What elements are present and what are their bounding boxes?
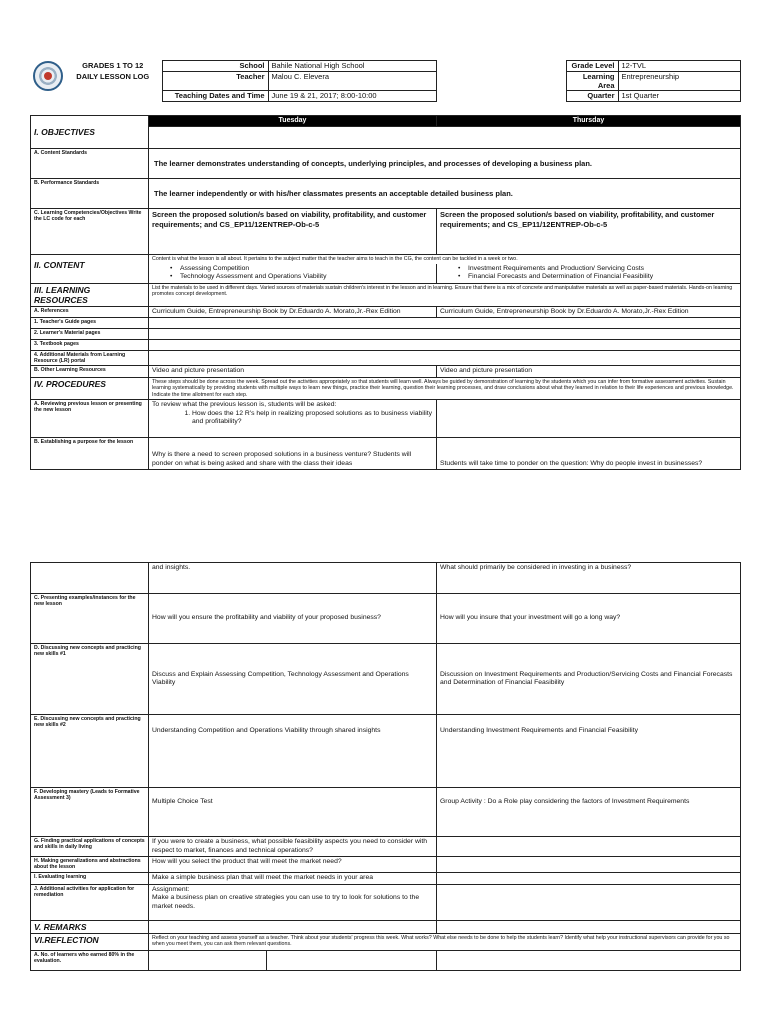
proc-f-label: F. Developing mastery (Leads to Formative Assessment 3) [31,788,149,837]
proc-d-thursday: Discussion on Investment Requirements and Production/Servicing Costs and Financial Forecasts and Determination of Financial Feasibility [437,644,741,715]
deped-seal [30,61,64,102]
grade-label: Grade Level [566,61,618,72]
proc-h-tuesday: How will you select the product that will meet the market need? [149,857,437,873]
content-tue-2: • Technology Assessment and Operations Viability [152,273,433,282]
resources-note: List the materials to be used in different days. Varied sources of materials sustain children's interest in the lesson and in learning. Ensure that there is a mix of concrete and manipulative materials as well as paper-based materials. Hands-on learning promotes concept development. [149,283,741,306]
competencies-label: C. Learning Competencies/Objectives Write the LC code for each [31,209,149,255]
school-value: Bahile National High School [268,61,436,72]
content-standards-label: A. Content Standards [31,149,149,179]
area-value: Entrepreneurship [618,72,740,91]
proc-d-tuesday: Discuss and Explain Assessing Competition, Technology Assessment and Operations Viability [149,644,437,715]
proc-g-tuesday: If you were to create a business, what possible feasibility aspects you need to consider with respect to market, finances and technical operations? [149,837,437,857]
proc-a-label: A. Reviewing previous lesson or presenting the new lesson [31,400,149,438]
proc-j-tuesday [149,884,437,920]
lesson-table-part2 [30,562,768,971]
proc-i-tuesday: Make a simple business plan that will meet the market needs in your area [149,873,437,885]
proc-j-assignment: Assignment: [152,885,190,893]
resources-heading: III. LEARNING RESOURCES [31,283,149,306]
quarter-value: 1st Quarter [618,91,740,102]
proc-j-label: J. Additional activities for application for remediation [31,884,149,920]
proc-g-label: G. Finding practical applications of concepts and skills in daily living [31,837,149,857]
reflection-note: Reflect on your teaching and assess yourself as a teacher. Think about your students' progress this week. What works? What else needs to be done to help the students learn? Identify what help your instructional supervisors can provide for you so when you meet them, you can ask them relevant questions. [149,933,741,950]
objectives-heading: I. OBJECTIVES [31,116,149,149]
grade-value: 12-TVL [618,61,740,72]
proc-e-label: E. Discussing new concepts and practicing new skills #2 [31,715,149,788]
reference-thursday: Curriculum Guide, Entrepreneurship Book by Dr.Eduardo A. Morato,Jr.-Rex Edition [437,306,741,318]
dates-label: Teaching Dates and Time [162,91,268,102]
seal-icon [33,61,63,91]
proc-j-task: Make a business plan on creative strategies you can use to try to look for solutions to the market needs. [152,894,420,910]
other-resources-tuesday: Video and picture presentation [149,366,437,378]
procedures-heading: IV. PROCEDURES [31,377,149,400]
content-thu-1: • Investment Requirements and Production/ Servicing Costs [440,265,737,274]
dll-header [30,60,768,102]
content-standard-text: The learner demonstrates understanding of concepts, underlying principles, and processes of developing a business plan. [149,149,741,179]
proc-b-tuesday: Why is there a need to screen proposed solutions in a business venture? Students will ponder on what is being asked and share with the class their ideas [149,438,437,470]
other-resources-thursday: Video and picture presentation [437,366,741,378]
proc-a-tuesday [149,400,437,438]
lesson-table-part1 [30,115,768,470]
other-resources-label: B. Other Learning Resources [31,366,149,378]
proc-f-tuesday: Multiple Choice Test [149,788,437,837]
dates-value: June 19 & 21, 2017; 8:00-10:00 [268,91,436,102]
day-tuesday: Tuesday [149,116,437,127]
proc-a-question: 1. How does the 12 R's help in realizing proposed solutions as to business viability and profitability? [192,410,433,427]
content-heading: II. CONTENT [31,255,149,284]
textbook-label: 3. Textbook pages [31,340,149,351]
content-thu-2: • Financial Forecasts and Determination of Financial Feasibility [440,273,737,282]
title-line2: DAILY LESSON LOG [76,71,150,81]
reflection-heading: VI.REFLECTION [31,933,149,950]
teacher-label: Teacher [162,72,268,91]
school-label: School [162,61,268,72]
content-tuesday [149,264,437,284]
title-line1: GRADES 1 TO 12 [82,60,144,70]
reference-tuesday: Curriculum Guide, Entrepreneurship Book by Dr.Eduardo A. Morato,Jr.-Rex Edition [149,306,437,318]
proc-e-tuesday: Understanding Competition and Operations Viability through shared insights [149,715,437,788]
proc-d-label: D. Discussing new concepts and practicing new skills #1 [31,644,149,715]
learners-material-label: 2. Learner's Material pages [31,329,149,340]
proc-b-tuesday-cont: and insights. [149,563,437,594]
competency-tuesday: Screen the proposed solution/s based on viability, profitability, and customer requirements; and CS_EP11/12ENTREP-Ob-c-5 [149,209,437,255]
content-note: Content is what the lesson is all about. It pertains to the subject matter that the teacher aims to teach in the CG, the content can be tackled in a week or two. [149,255,741,264]
additional-materials-label: 4. Additional Materials from Learning Resource (LR) portal [31,351,149,366]
performance-standards-label: B. Performance Standards [31,179,149,209]
proc-e-thursday: Understanding Investment Requirements and Financial Feasibility [437,715,741,788]
procedures-note: These steps should be done across the week. Spread out the activities appropriately so that students will learn well. Always be guided by demonstration of learning by the students which you can infer from formative assessment activities. Sustain learning systematically by providing students with multiple ways to learn new things, practice their learning, question their learning processes, and draw conclusions about what they learned in relation to their life experiences and previous knowledge. Indicate the time allotment for each step. [149,377,741,400]
content-thursday [437,264,741,284]
proc-b-thursday-cont: What should primarily be considered in investing in a business? [437,563,741,594]
proc-a-intro: To review what the previous lesson is, students will be asked: [152,401,337,408]
proc-c-tuesday: How will you ensure the profitability and viability of your proposed business? [149,594,437,644]
performance-standard-text: The learner independently or with his/her classmates presents an acceptable detailed business plan. [149,179,741,209]
teachers-guide-label: 1. Teacher's Guide pages [31,318,149,329]
day-thursday: Thursday [437,116,741,127]
proc-c-thursday: How will you insure that your investment will go a long way? [437,594,741,644]
proc-f-thursday: Group Activity : Do a Role play considering the factors of Investment Requirements [437,788,741,837]
teacher-value: Malou C. Elevera [268,72,436,91]
proc-b-thursday: Students will take time to ponder on the question: Why do people invest in businesses? [437,438,741,470]
references-label: A. References [31,306,149,318]
proc-b-label: B. Establishing a purpose for the lesson [31,438,149,470]
competency-thursday: Screen the proposed solution/s based on viability, profitability, and customer requirements; and CS_EP11/12ENTREP-Ob-c-5 [437,209,741,255]
content-tue-1: • Assessing Competition [152,265,433,274]
proc-i-label: I. Evaluating learning [31,873,149,885]
quarter-label: Quarter [566,91,618,102]
proc-h-label: H. Making generalizations and abstractions about the lesson [31,857,149,873]
area-label: Learning Area [566,72,618,91]
proc-c-label: C. Presenting examples/instances for the new lesson [31,594,149,644]
remarks-heading: V. REMARKS [31,920,149,933]
eval-a-label: A. No. of learners who earned 80% in the evaluation. [31,950,149,970]
